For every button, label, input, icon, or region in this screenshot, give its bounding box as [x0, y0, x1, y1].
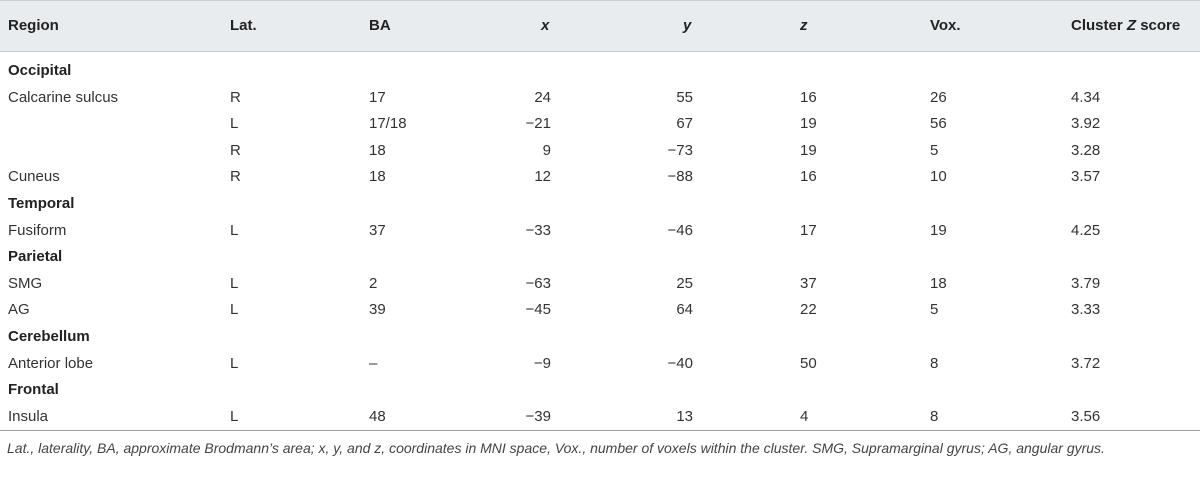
cell-x: −33: [525, 222, 551, 239]
cell-y: 64: [676, 301, 693, 318]
header-voxels: Vox.: [930, 17, 961, 34]
cell-score: 3.72: [1071, 355, 1101, 372]
cell-z: 19: [800, 142, 817, 159]
header-brodmann-area: BA: [369, 17, 391, 34]
cell-x: −45: [525, 301, 551, 318]
cell-z: 4: [800, 408, 809, 425]
cell-region: SMG: [8, 275, 43, 292]
cell-ba: 18: [369, 168, 386, 185]
header-z: z: [800, 17, 808, 34]
cell-y: 55: [676, 89, 693, 106]
cell-x: −63: [525, 275, 551, 292]
cell-vox: 5: [930, 301, 939, 318]
cell-x: −9: [533, 355, 551, 372]
cell-y: 13: [676, 408, 693, 425]
table-footnote: Lat., laterality, BA, approximate Brodmann’s area; x, y, and z, coordinates in MNI space, Vox., number of voxels within the cluster. SMG, Supramarginal gyrus; AG, angular gyrus.: [7, 440, 1105, 456]
cell-z: 22: [800, 301, 817, 318]
cell-vox: 19: [930, 222, 947, 239]
cell-z: 17: [800, 222, 817, 239]
section-heading: Cerebellum: [8, 328, 90, 345]
cell-ba: 2: [369, 275, 378, 292]
cell-x: −21: [525, 115, 551, 132]
cell-score: 4.25: [1071, 222, 1101, 239]
cell-region: Fusiform: [8, 222, 67, 239]
cell-region: Insula: [8, 408, 49, 425]
cell-x: 24: [534, 89, 551, 106]
cell-vox: 26: [930, 89, 947, 106]
cell-x: −39: [525, 408, 551, 425]
cell-y: 25: [676, 275, 693, 292]
cell-score: 3.79: [1071, 275, 1101, 292]
cell-region: AG: [8, 301, 30, 318]
header-laterality: Lat.: [230, 17, 257, 34]
section-heading: Occipital: [8, 62, 72, 79]
cell-region: Cuneus: [8, 168, 60, 185]
cell-region: Anterior lobe: [8, 355, 94, 372]
cell-ba: –: [369, 355, 378, 372]
cell-x: 9: [542, 142, 551, 159]
cell-ba: 37: [369, 222, 386, 239]
cell-ba: 18: [369, 142, 386, 159]
cell-y: −73: [667, 142, 693, 159]
cell-vox: 8: [930, 408, 939, 425]
section-heading: Temporal: [8, 195, 75, 212]
cell-lat: L: [230, 408, 239, 425]
cell-vox: 10: [930, 168, 947, 185]
table-header-row: [0, 0, 1200, 52]
cell-y: −40: [667, 355, 693, 372]
cell-score: 3.56: [1071, 408, 1101, 425]
cell-z: 16: [800, 89, 817, 106]
cell-y: −46: [667, 222, 693, 239]
header-score-prefix: Cluster: [1071, 17, 1123, 34]
table-header-rule: [0, 51, 1200, 52]
cell-vox: 5: [930, 142, 939, 159]
cell-z: 16: [800, 168, 817, 185]
cell-ba: 17/18: [369, 115, 407, 132]
cell-ba: 39: [369, 301, 386, 318]
cell-y: −88: [667, 168, 693, 185]
cell-x: 12: [534, 168, 551, 185]
cell-vox: 56: [930, 115, 947, 132]
header-cluster-z-score: [1071, 17, 1180, 35]
cell-score: 3.33: [1071, 301, 1101, 318]
header-x: x: [541, 17, 550, 34]
header-region: Region: [8, 17, 59, 34]
cell-score: 4.34: [1071, 89, 1101, 106]
cell-score: 3.92: [1071, 115, 1101, 132]
section-heading: Frontal: [8, 381, 59, 398]
cell-ba: 48: [369, 408, 386, 425]
cell-lat: L: [230, 301, 239, 318]
header-y: y: [683, 17, 692, 34]
cell-lat: L: [230, 275, 239, 292]
cell-vox: 18: [930, 275, 947, 292]
cell-score: 3.28: [1071, 142, 1101, 159]
cell-ba: 17: [369, 89, 386, 106]
section-heading: Parietal: [8, 248, 63, 265]
table-bottom-rule: [0, 430, 1200, 431]
cell-z: 19: [800, 115, 817, 132]
cell-z: 50: [800, 355, 817, 372]
cell-lat: R: [230, 89, 241, 106]
cell-vox: 8: [930, 355, 939, 372]
cell-score: 3.57: [1071, 168, 1101, 185]
header-score-z: Z: [1126, 17, 1137, 34]
cell-lat: L: [230, 115, 239, 132]
cell-lat: L: [230, 222, 239, 239]
cell-y: 67: [676, 115, 693, 132]
cell-lat: R: [230, 142, 241, 159]
header-score-suffix: score: [1140, 17, 1181, 34]
table-top-rule: [0, 0, 1200, 1]
cell-region: Calcarine sulcus: [8, 89, 119, 106]
cell-z: 37: [800, 275, 817, 292]
cell-lat: L: [230, 355, 239, 372]
cell-lat: R: [230, 168, 241, 185]
